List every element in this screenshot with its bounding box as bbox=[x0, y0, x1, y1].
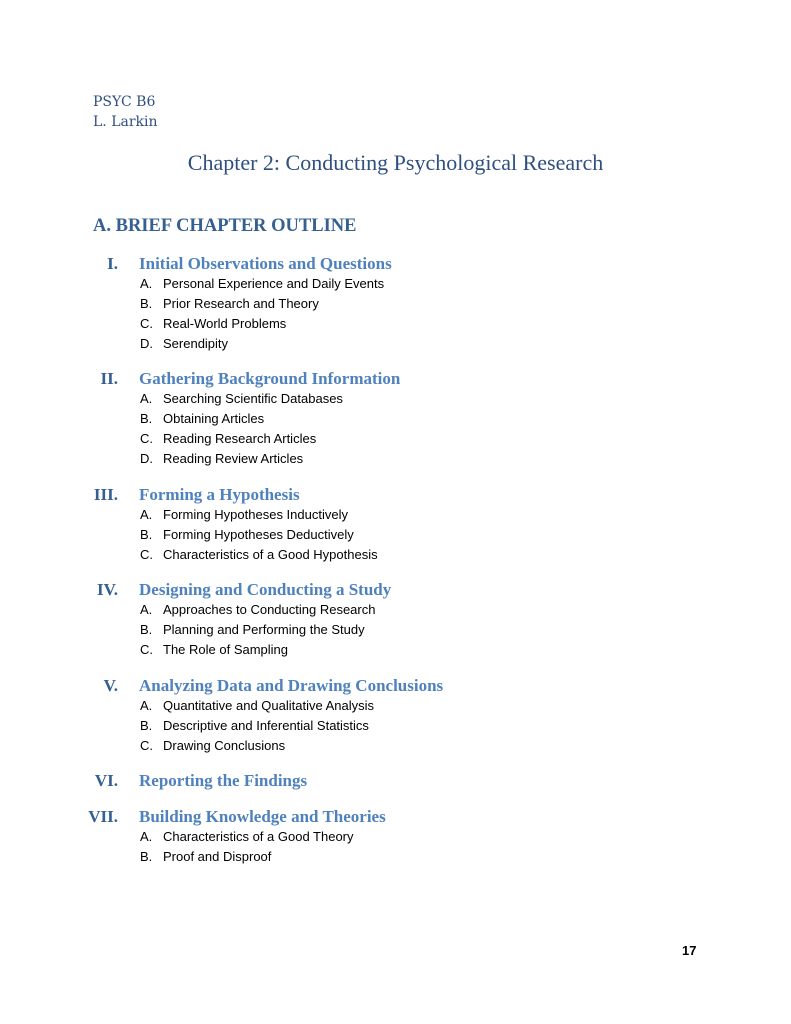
subitem-letter: A. bbox=[140, 391, 153, 406]
instructor-name: L. Larkin bbox=[93, 114, 158, 130]
page-number: 17 bbox=[682, 943, 697, 958]
subitem-letter: A. bbox=[140, 829, 153, 844]
subitem-letter: B. bbox=[140, 849, 153, 864]
subitem-text: Planning and Performing the Study bbox=[163, 622, 365, 637]
topic-title: Analyzing Data and Drawing Conclusions bbox=[139, 676, 444, 695]
subitem-letter: C. bbox=[140, 316, 153, 331]
topic-title: Initial Observations and Questions bbox=[139, 254, 392, 273]
subitem-letter: B. bbox=[140, 718, 153, 733]
subitem-text: Forming Hypotheses Deductively bbox=[163, 527, 354, 542]
topic-numeral: II. bbox=[100, 369, 118, 388]
subitem-text: Drawing Conclusions bbox=[163, 738, 286, 753]
topic-title: Reporting the Findings bbox=[139, 771, 308, 790]
subitem-text: Descriptive and Inferential Statistics bbox=[163, 718, 369, 733]
subitem-letter: B. bbox=[140, 527, 153, 542]
subitem-text: Approaches to Conducting Research bbox=[163, 602, 376, 617]
topic-numeral: IV. bbox=[97, 580, 118, 599]
subitem-text: The Role of Sampling bbox=[163, 642, 289, 657]
subitem-letter: D. bbox=[140, 451, 153, 466]
subitem-text: Reading Review Articles bbox=[163, 451, 304, 466]
subitem-text: Forming Hypotheses Inductively bbox=[163, 507, 348, 522]
topic-title: Building Knowledge and Theories bbox=[139, 807, 386, 826]
topic-numeral: III. bbox=[93, 485, 118, 504]
topic-numeral: I. bbox=[107, 254, 118, 273]
course-code: PSYC B6 bbox=[93, 94, 156, 110]
subitem-letter: A. bbox=[140, 276, 153, 291]
subitem-letter: D. bbox=[140, 336, 153, 351]
topic-numeral: VII. bbox=[88, 807, 118, 826]
chapter-title: Chapter 2: Conducting Psychological Research bbox=[187, 150, 604, 175]
subitem-letter: C. bbox=[140, 547, 153, 562]
section-heading: A. BRIEF CHAPTER OUTLINE bbox=[93, 216, 357, 236]
subitem-letter: B. bbox=[140, 411, 153, 426]
subitem-text: Characteristics of a Good Theory bbox=[163, 829, 354, 844]
topic-title: Forming a Hypothesis bbox=[139, 485, 300, 504]
subitem-letter: B. bbox=[140, 622, 153, 637]
topic-numeral: VI. bbox=[94, 771, 118, 790]
subitem-text: Prior Research and Theory bbox=[163, 296, 319, 311]
topic-title: Gathering Background Information bbox=[139, 369, 401, 388]
subitem-text: Quantitative and Qualitative Analysis bbox=[163, 698, 375, 713]
subitem-text: Reading Research Articles bbox=[163, 431, 317, 446]
subitem-text: Personal Experience and Daily Events bbox=[163, 276, 385, 291]
subitem-letter: C. bbox=[140, 431, 153, 446]
course-header bbox=[93, 92, 158, 132]
subitem-letter: C. bbox=[140, 738, 153, 753]
subitem-text: Obtaining Articles bbox=[163, 411, 265, 426]
subitem-letter: A. bbox=[140, 698, 153, 713]
subitem-text: Serendipity bbox=[163, 336, 229, 351]
subitem-letter: A. bbox=[140, 602, 153, 617]
subitem-letter: A. bbox=[140, 507, 153, 522]
subitem-letter: B. bbox=[140, 296, 153, 311]
subitem-text: Real-World Problems bbox=[163, 316, 287, 331]
subitem-letter: C. bbox=[140, 642, 153, 657]
subitem-text: Searching Scientific Databases bbox=[163, 391, 343, 406]
topic-numeral: V. bbox=[103, 676, 118, 695]
topic-title: Designing and Conducting a Study bbox=[139, 580, 392, 599]
subitem-text: Proof and Disproof bbox=[163, 849, 272, 864]
subitem-text: Characteristics of a Good Hypothesis bbox=[163, 547, 378, 562]
